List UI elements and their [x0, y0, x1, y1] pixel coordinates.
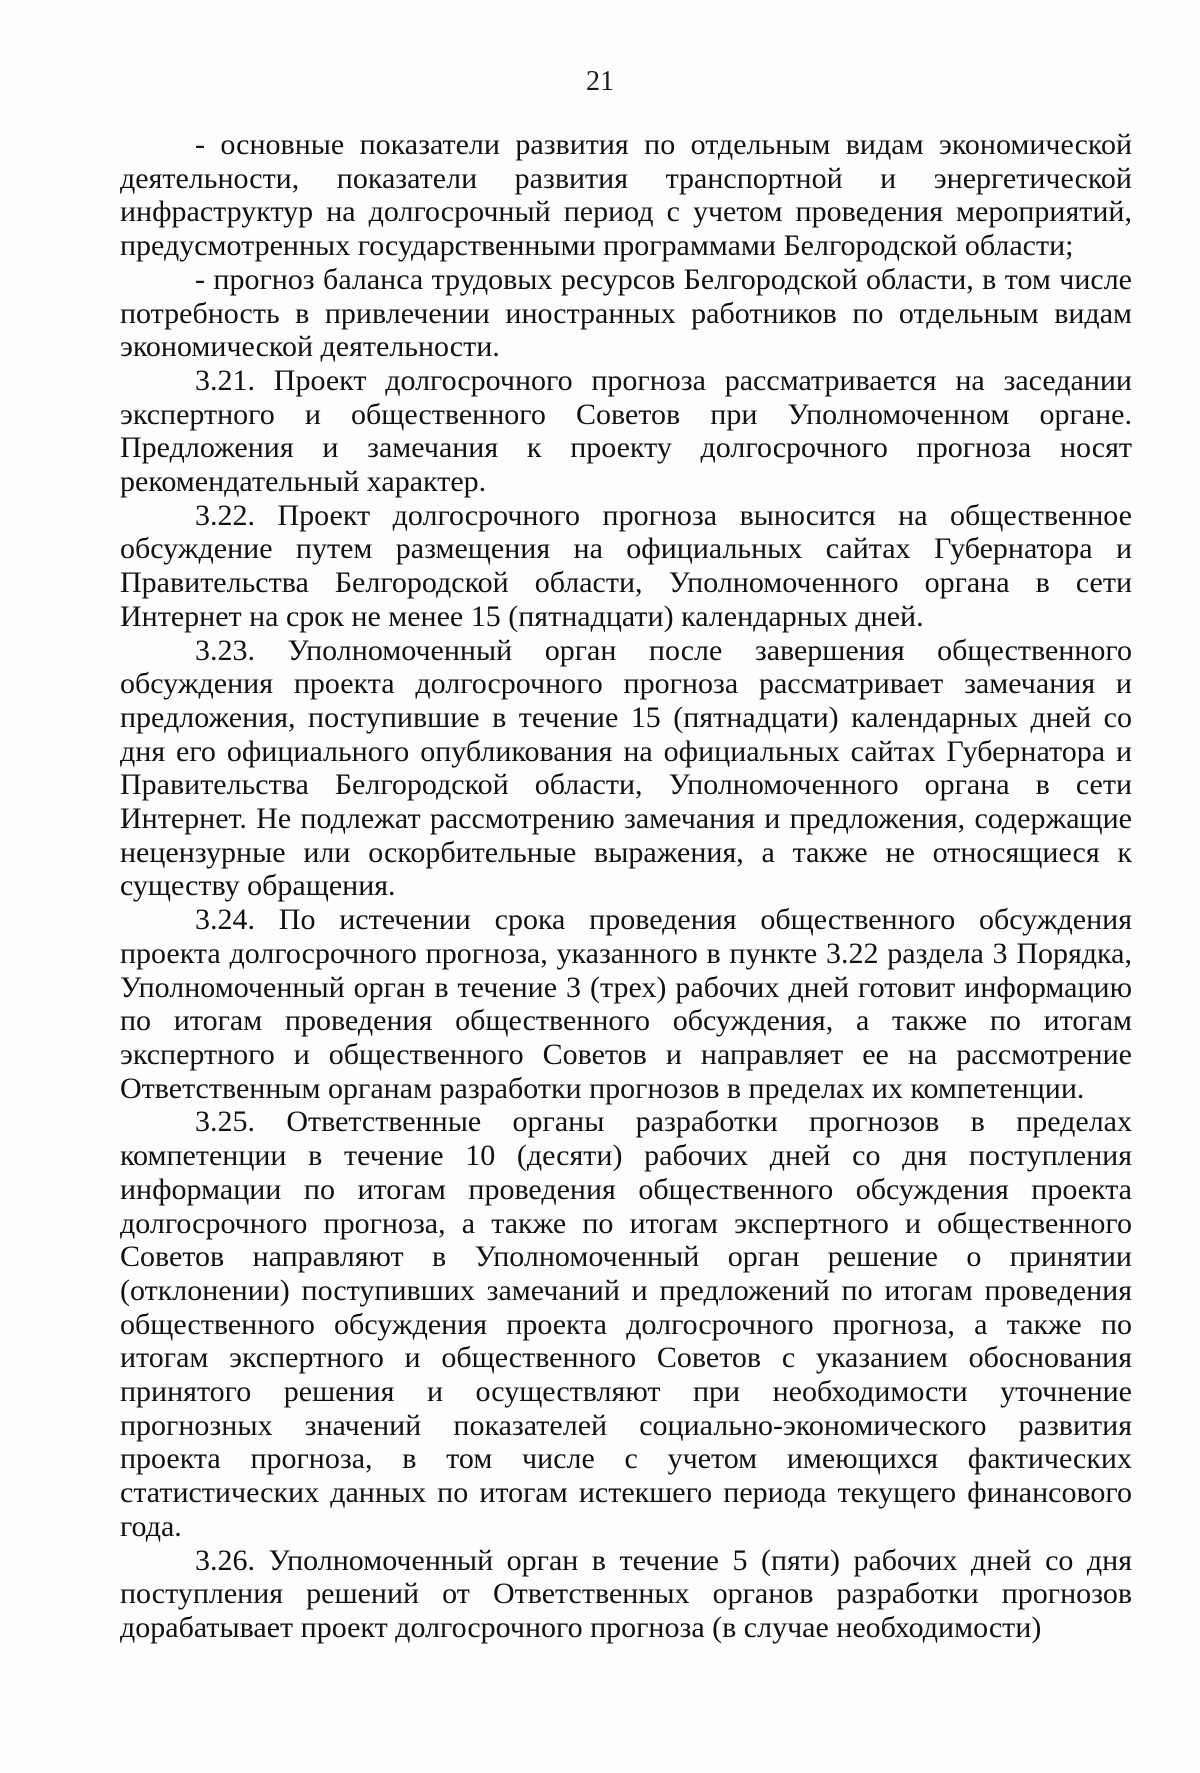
paragraph-3-24: 3.24. По истечении срока проведения общественного обсуждения проекта долгосрочного прогноза, указанного в пункте 3.22 раздела 3 Порядка, Уполномоченный орган в течение 3 (трех) рабочих дней готовит информацию по итогам проведения общественного обсуждения, а также по итогам экспертного и общественного Советов и направляет ее на рассмотрение Ответственным органам разработки прогнозов в пределах их компетенции. — [120, 903, 1132, 1105]
paragraph-3-22: 3.22. Проект долгосрочного прогноза выносится на общественное обсуждение путем размещения на официальных сайтах Губернатора и Правительства Белгородской области, Уполномоченного органа в сети Интернет на срок не менее 15 (пятнадцати) календарных дней. — [120, 498, 1132, 633]
page-number: 21 — [586, 66, 614, 97]
paragraph-3-21: 3.21. Проект долгосрочного прогноза рассматривается на заседании экспертного и общественного Советов при Уполномоченном органе. Предложения и замечания к проекту долгосрочного прогноза носят рекомендательный характер. — [120, 363, 1132, 499]
paragraph-labor-balance: - прогноз баланса трудовых ресурсов Белгородской области, в том числе потребность в привлечении иностранных работников по отдельным видам экономической деятельности. — [120, 262, 1132, 364]
paragraph-economic-indicators: - основные показатели развития по отдельным видам экономической деятельности, показатели развития транспортной и энергетической инфраструктур на долгосрочный период с учетом проведения мероприятий, предусмотренных государственными программами Белгородской области; — [120, 128, 1132, 263]
paragraph-3-26: 3.26. Уполномоченный орган в течение 5 (пяти) рабочих дней со дня поступления решений от Ответственных органов разработки прогнозов дорабатывает проект долгосрочного прогноза (в случае необходимости) — [120, 1543, 1132, 1644]
document-body — [120, 128, 1132, 1645]
paragraph-3-23: 3.23. Уполномоченный орган после завершения общественного обсуждения проекта долгосрочного прогноза рассматривает замечания и предложения, поступившие в течение 15 (пятнадцати) календарных дней со дня его официального опубликования на официальных сайтах Губернатора и Правительства Белгородской области, Уполномоченного органа в сети Интернет. Не подлежат рассмотрению замечания и предложения, содержащие нецензурные или оскорбительные выражения, а также не относящиеся к существу обращения. — [120, 633, 1132, 903]
paragraph-3-25: 3.25. Ответственные органы разработки прогнозов в пределах компетенции в течение 10 (десяти) рабочих дней со дня поступления информации по итогам проведения общественного обсуждения проекта долгосрочного прогноза, а также по итогам экспертного и общественного Советов направляют в Уполномоченный орган решение о принятии (отклонении) поступивших замечаний и предложений по итогам проведения общественного обсуждения проекта долгосрочного прогноза, а также по итогам экспертного и общественного Советов с указанием обоснования принятого решения и осуществляют при необходимости уточнение прогнозных значений показателей социально-экономического развития проекта прогноза, в том числе с учетом имеющихся фактических статистических данных по итогам истекшего периода текущего финансового года. — [120, 1105, 1132, 1543]
